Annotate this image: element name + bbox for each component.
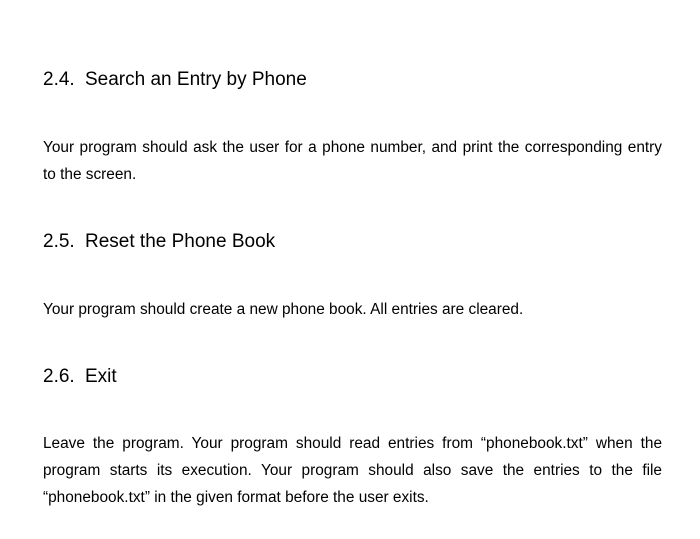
section-body-2-6: Leave the program. Your program should read entries from “phonebook.txt” when the program starts its execution. Your program should also save the entries to the file “phonebook.txt” in the given format before the user exits. (43, 435, 662, 506)
section-body-2-4: Your program should ask the user for a phone number, and print the corresponding entry to the screen. (43, 139, 662, 183)
section-number: 2.6. (43, 366, 75, 387)
section-heading-2-5 (43, 230, 275, 254)
section-body-2-5: Your program should create a new phone book. All entries are cleared. (43, 301, 524, 318)
section-number: 2.4. (43, 69, 75, 90)
section-heading-2-4 (43, 68, 307, 92)
section-title: Search an Entry by Phone (85, 69, 307, 90)
section-title: Reset the Phone Book (85, 231, 276, 252)
section-title: Exit (85, 366, 117, 387)
section-heading-2-6 (43, 365, 117, 389)
section-number: 2.5. (43, 231, 75, 252)
